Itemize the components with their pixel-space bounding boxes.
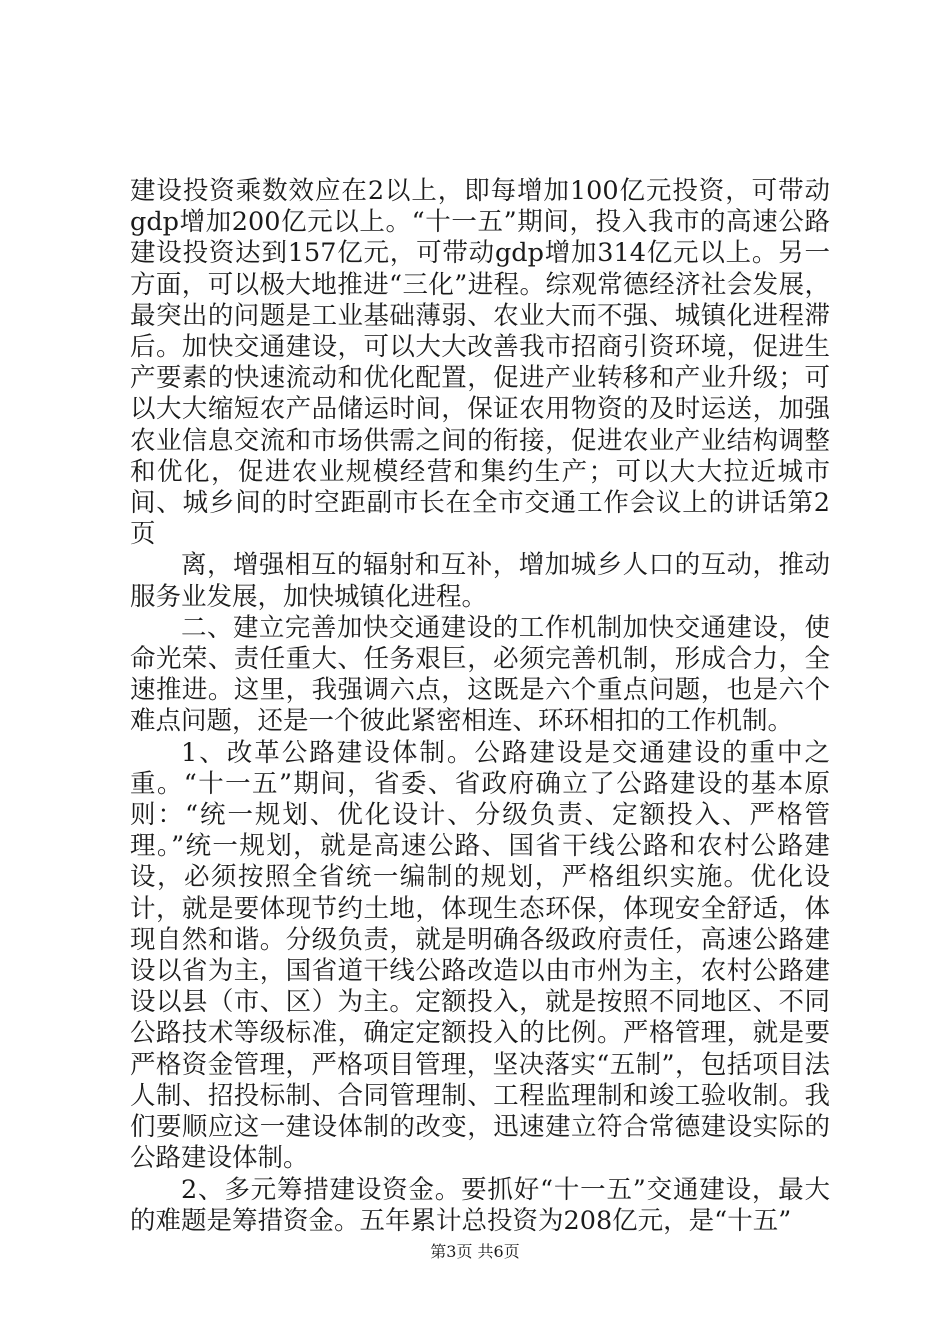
paragraph-continuation: 离，增强相互的辐射和互补，增加城乡人口的互动，推动服务业发展，加快城镇化进程。 (130, 550, 830, 612)
paragraph-funding: 2、多元筹措建设资金。要抓好“十一五”交通建设，最大的难题是筹措资金。五年累计总投资为208亿元，是“十五” (130, 1174, 830, 1236)
section-heading-paragraph: 二、建立完善加快交通建设的工作机制加快交通建设，使命光荣、责任重大、任务艰巨，必须完善机制，形成合力，全速推进。这里，我强调六点，这既是六个重点问题，也是六个难点问题，还是一个彼此紧密相连、环环相扣的工作机制。 (130, 612, 830, 737)
paragraph-continued: 建设投资乘数效应在2以上，即每增加100亿元投资，可带动gdp增加200亿元以上。“十一五”期间，投入我市的高速公路建设投资达到157亿元，可带动gdp增加314亿元以上。另一方面，可以极大地推进“三化”进程。综观常德经济社会发展，最突出的问题是工业基础薄弱、农业大而不强、城镇化进程滞后。加快交通建设，可以大大改善我市招商引资环境，促进生产要素的快速流动和优化配置，促进产业转移和产业升级；可以大大缩短农产品储运时间，保证农用物资的及时运送，加强农业信息交流和市场供需之间的衔接，促进农业产业结构调整和优化，促进农业规模经营和集约生产；可以大大拉近城市间、城乡间的时空距副市长在全市交通工作会议上的讲话第2页 (130, 176, 830, 550)
paragraph-highway-system: 1、改革公路建设体制。公路建设是交通建设的重中之重。“十一五”期间，省委、省政府确立了公路建设的基本原则：“统一规划、优化设计、分级负责、定额投入、严格管理。”统一规划，就是高速公路、国省干线公路和农村公路建设，必须按照全省统一编制的规划，严格组织实施。优化设计，就是要体现节约土地，体现生态环保，体现安全舒适，体现自然和谐。分级负责，就是明确各级政府责任，高速公路建设以省为主，国省道干线公路改造以由市州为主，农村公路建设以县（市、区）为主。定额投入，就是按照不同地区、不同公路技术等级标准，确定定额投入的比例。严格管理，就是要严格资金管理，严格项目管理，坚决落实“五制”，包括项目法人制、招投标制、合同管理制、工程监理制和竣工验收制。我们要顺应这一建设体制的改变，迅速建立符合常德建设实际的公路建设体制。 (130, 737, 830, 1174)
document-body (130, 176, 830, 1237)
page-footer: 第3页 共6页 (430, 1242, 520, 1261)
